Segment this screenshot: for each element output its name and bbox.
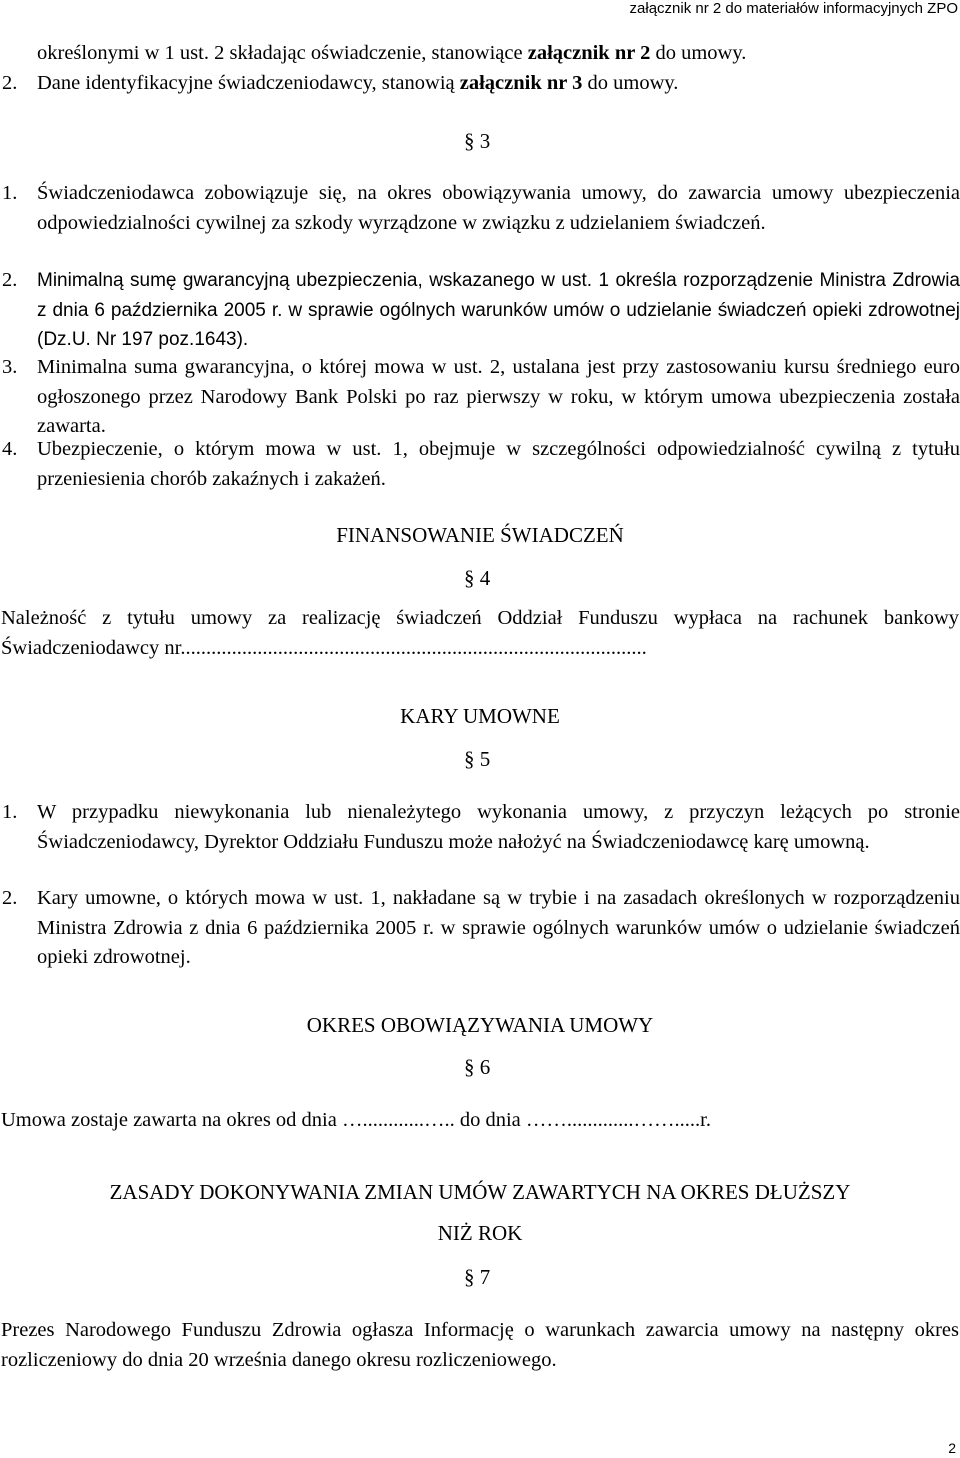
s3-item-3 [0, 353, 960, 442]
s7-text: Prezes Narodowego Funduszu Zdrowia ogłasza Informację o warunkach zawarcia umowy na następny okres rozliczeniowy do dnia 20 września danego okresu rozliczeniowego. [1, 1319, 959, 1371]
s5-item-2 [0, 884, 960, 973]
heading-financing: FINANSOWANIE ŚWIADCZEŃ [336, 523, 624, 547]
item-number: 1. [2, 801, 18, 823]
s4-text: Należność z tytułu umowy za realizację świadczeń Oddział Funduszu wypłaca na rachunek bankowy Świadczeniodawcy nr........................................................................................... [1, 607, 959, 659]
s2-line1-end: do umowy. [650, 42, 747, 64]
page-number: 2 [948, 1440, 956, 1456]
section-mark-5: § 5 [464, 747, 491, 771]
item-text [37, 69, 960, 99]
item-number: 2. [2, 72, 18, 94]
item-text: Minimalną sumę gwarancyjną ubezpieczenia, wskazanego w ust. 1 określa rozporządzenie Ministra Zdrowia z dnia 6 października 2005 r. w sprawie ogólnych warunków umów o udzielanie świadczeń opieki zdrowotnej (Dz.U. Nr 197 poz.1643). [37, 270, 960, 350]
section-mark-6: § 6 [464, 1055, 491, 1079]
item-text-part: Dane identyfikacyjne świadczeniodawcy, stanowią [37, 72, 460, 94]
item-text: Minimalna suma gwarancyjna, o której mowa w ust. 2, ustalana jest przy zastosowaniu kursu średniego euro ogłoszonego przez Narodowy Bank Polski po raz pierwszy w roku, w którym umowa ubezpieczenia została zawarta. [37, 356, 960, 437]
section-mark-4: § 4 [464, 566, 491, 590]
s2-line1-text: określonymi w 1 ust. 2 składając oświadczenie, stanowiące [37, 42, 528, 64]
s2-item-2 [0, 69, 960, 99]
item-number: 2. [2, 887, 18, 909]
section-mark-3: § 3 [464, 129, 491, 153]
item-number: 3. [2, 356, 18, 378]
heading-amendments-line2: NIŻ ROK [437, 1221, 523, 1245]
heading-penalties: KARY UMOWNE [400, 704, 560, 728]
s2-continuation [1, 39, 959, 69]
s2-line1-bold: załącznik nr 2 [527, 42, 651, 64]
item-text-end: do umowy. [582, 72, 679, 94]
item-text: Świadczeniodawca zobowiązuje się, na okres obowiązywania umowy, do zawarcia umowy ubezpieczenia odpowiedzialności cywilnej za szkody wyrządzone w związku z udzielaniem świadczeń. [37, 182, 960, 234]
s3-item-4 [0, 435, 960, 494]
section-mark-7: § 7 [464, 1265, 491, 1289]
item-text-bold: załącznik nr 3 [459, 72, 583, 94]
item-text: Kary umowne, o których mowa w ust. 1, nakładane są w trybie i na zasadach określonych w rozporządzeniu Ministra Zdrowia z dnia 6 października 2005 r. w sprawie ogólnych warunków umów o udzielanie świadczeń opieki zdrowotnej. [37, 887, 960, 968]
s3-item-1 [0, 179, 960, 238]
item-number: 4. [2, 438, 18, 460]
heading-validity: OKRES OBOWIĄZYWANIA UMOWY [306, 1013, 654, 1037]
item-number: 1. [2, 182, 18, 204]
s5-item-1 [0, 798, 960, 857]
s3-item-2 [0, 266, 960, 355]
s6-text: Umowa zostaje zawarta na okres od dnia …............….. do dnia …….............…….....r. [1, 1109, 711, 1131]
item-text: Ubezpieczenie, o którym mowa w ust. 1, obejmuje w szczególności odpowiedzialność cywilną z tytułu przeniesienia chorób zakaźnych i zakażeń. [37, 438, 960, 490]
item-number: 2. [2, 269, 18, 291]
running-header: załącznik nr 2 do materiałów informacyjnych ZPO [629, 0, 958, 17]
item-text: W przypadku niewykonania lub nienależytego wykonania umowy, z przyczyn leżących po stronie Świadczeniodawcy, Dyrektor Oddziału Funduszu może nałożyć na Świadczeniodawcę karę umowną. [37, 801, 960, 853]
heading-amendments-line1: ZASADY DOKONYWANIA ZMIAN UMÓW ZAWARTYCH NA OKRES DŁUŻSZY [109, 1180, 851, 1204]
